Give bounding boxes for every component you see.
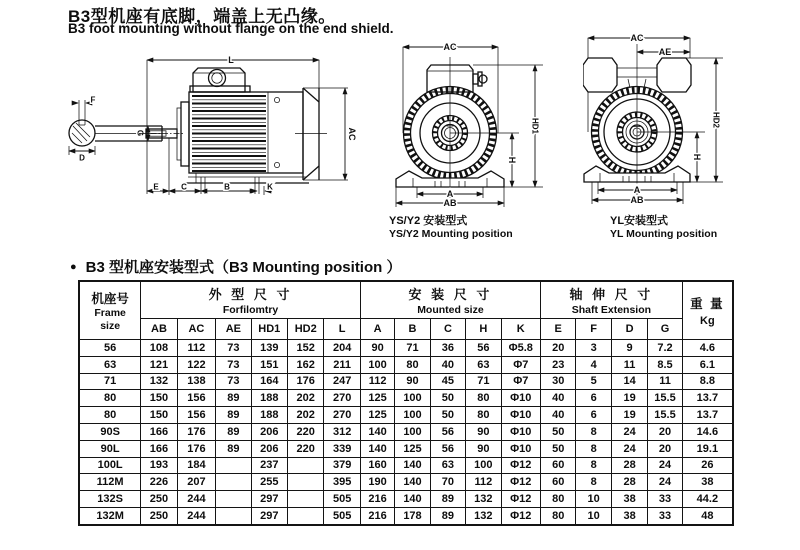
dim-label-F: F bbox=[90, 95, 96, 105]
dim-label-AC-side: AC bbox=[347, 127, 357, 141]
dim-cell: 70 bbox=[430, 474, 465, 491]
dim-cell: 244 bbox=[177, 491, 215, 508]
dim-cell: 80 bbox=[541, 491, 576, 508]
col-header-D: D bbox=[611, 319, 647, 340]
col-header-AB: AB bbox=[141, 319, 177, 340]
dim-cell: 23 bbox=[541, 356, 576, 373]
dim-label-K: K bbox=[267, 182, 273, 192]
yl-caption-en: YL Mounting position bbox=[610, 228, 718, 240]
section-bullet-icon: ● bbox=[70, 260, 77, 273]
dim-cell: 30 bbox=[541, 373, 576, 390]
page-title-en: B3 foot mounting without flange on the end shield. bbox=[68, 21, 394, 36]
fan-cowl bbox=[295, 60, 348, 180]
dim-cell: 38 bbox=[611, 491, 647, 508]
dim-cell: 60 bbox=[541, 457, 576, 474]
dim-cell: 270 bbox=[324, 407, 360, 424]
weight-cell: 4.6 bbox=[682, 340, 733, 357]
dim-cell: 38 bbox=[611, 507, 647, 524]
ys-caption-en: YS/Y2 Mounting position bbox=[389, 228, 513, 240]
dim-label-AC-ys: AC bbox=[443, 42, 457, 52]
dim-cell: 166 bbox=[141, 423, 177, 440]
yl-front-drawing bbox=[583, 30, 765, 212]
dim-cell: 100 bbox=[360, 356, 394, 373]
dim-cell: 184 bbox=[177, 457, 215, 474]
table-row bbox=[79, 440, 733, 457]
dim-cell: 216 bbox=[360, 491, 394, 508]
table-row bbox=[79, 340, 733, 357]
col-letter-row bbox=[79, 319, 733, 340]
dim-cell: 156 bbox=[177, 407, 215, 424]
dim-cell: 40 bbox=[541, 407, 576, 424]
dim-cell: 112 bbox=[177, 340, 215, 357]
dim-cell: 90 bbox=[466, 423, 501, 440]
group-outline-zh: 外 型 尺 寸 bbox=[208, 287, 293, 302]
dim-cell: Φ10 bbox=[501, 423, 540, 440]
dim-cell: 89 bbox=[216, 407, 251, 424]
dim-cell: 6 bbox=[576, 390, 611, 407]
frame-size-cell: 90L bbox=[79, 440, 141, 457]
dim-cell: 112 bbox=[360, 373, 394, 390]
weight-cell: 38 bbox=[682, 474, 733, 491]
dim-cell: 211 bbox=[324, 356, 360, 373]
group-shaft-zh: 轴 伸 尺 寸 bbox=[569, 287, 654, 302]
weight-cell: 13.7 bbox=[682, 407, 733, 424]
dim-cell: 71 bbox=[395, 340, 430, 357]
dim-cell: 11 bbox=[648, 373, 682, 390]
col-header-AE: AE bbox=[216, 319, 251, 340]
dim-cell: 100 bbox=[395, 423, 430, 440]
yl-motor-front bbox=[583, 33, 723, 205]
dim-cell: 19 bbox=[611, 390, 647, 407]
dim-cell: 73 bbox=[216, 373, 251, 390]
dim-cell: 220 bbox=[288, 423, 324, 440]
table-row bbox=[79, 457, 733, 474]
dim-cell: 100 bbox=[395, 390, 430, 407]
dim-label-AB-yl: AB bbox=[630, 195, 644, 205]
dim-cell: 505 bbox=[324, 507, 360, 524]
col-header-B: B bbox=[395, 319, 430, 340]
dim-cell: 7.2 bbox=[648, 340, 682, 357]
cable-gland bbox=[479, 75, 487, 83]
dim-cell: 33 bbox=[648, 491, 682, 508]
dim-cell: 60 bbox=[541, 474, 576, 491]
weight-cell: 13.7 bbox=[682, 390, 733, 407]
col-header-G: G bbox=[648, 319, 682, 340]
dim-cell: 8 bbox=[576, 457, 611, 474]
dim-cell: 152 bbox=[288, 340, 324, 357]
dim-label-C: C bbox=[181, 182, 187, 192]
dim-cell: 56 bbox=[430, 440, 465, 457]
col-header-E: E bbox=[541, 319, 576, 340]
table-body bbox=[79, 340, 733, 525]
dim-cell: 220 bbox=[288, 440, 324, 457]
frame-header-en1: Frame bbox=[94, 307, 126, 320]
dim-cell: 190 bbox=[360, 474, 394, 491]
col-header-H: H bbox=[466, 319, 501, 340]
dim-cell: 206 bbox=[251, 440, 287, 457]
dim-cell: 8.5 bbox=[648, 356, 682, 373]
dim-cell bbox=[288, 491, 324, 508]
group-mounted-zh: 安 装 尺 寸 bbox=[408, 287, 493, 302]
table-row bbox=[79, 507, 733, 524]
group-shaft-en: Shaft Extension bbox=[571, 304, 652, 316]
weight-cell: 48 bbox=[682, 507, 733, 524]
dim-cell: 164 bbox=[251, 373, 287, 390]
dim-cell: 207 bbox=[177, 474, 215, 491]
dim-cell: 112 bbox=[466, 474, 501, 491]
dim-cell: 297 bbox=[251, 507, 287, 524]
dim-cell: 14 bbox=[611, 373, 647, 390]
dim-label-AE: AE bbox=[658, 47, 672, 57]
dim-cell: 176 bbox=[288, 373, 324, 390]
dim-cell: 150 bbox=[141, 390, 177, 407]
dim-cell: 121 bbox=[141, 356, 177, 373]
dim-cell: 193 bbox=[141, 457, 177, 474]
group-header-mounted bbox=[360, 281, 540, 319]
capacitor-right bbox=[657, 58, 691, 92]
group-mounted-en: Mounted size bbox=[417, 304, 484, 316]
dim-cell: 73 bbox=[216, 356, 251, 373]
dim-cell: 125 bbox=[395, 440, 430, 457]
dim-cell: 89 bbox=[216, 440, 251, 457]
dim-cell: 125 bbox=[360, 390, 394, 407]
dim-cell: 140 bbox=[395, 474, 430, 491]
dim-cell: 140 bbox=[360, 440, 394, 457]
table-row bbox=[79, 356, 733, 373]
dim-cell: 5 bbox=[576, 373, 611, 390]
dimension-table bbox=[78, 280, 734, 526]
dim-cell: 156 bbox=[177, 390, 215, 407]
dim-cell: 11 bbox=[611, 356, 647, 373]
dim-cell: 395 bbox=[324, 474, 360, 491]
table-row bbox=[79, 390, 733, 407]
dim-cell: 56 bbox=[430, 423, 465, 440]
dim-cell: Φ12 bbox=[501, 457, 540, 474]
frame-size-cell: 80 bbox=[79, 407, 141, 424]
col-header-K: K bbox=[501, 319, 540, 340]
dim-cell: 80 bbox=[466, 407, 501, 424]
dim-cell: 151 bbox=[251, 356, 287, 373]
weight-cell: 14.6 bbox=[682, 423, 733, 440]
dim-cell bbox=[216, 474, 251, 491]
dim-cell: 15.5 bbox=[648, 407, 682, 424]
table-row bbox=[79, 491, 733, 508]
dim-cell: 9 bbox=[611, 340, 647, 357]
section-title-text: B3 型机座安装型式（B3 Mounting position ） bbox=[85, 259, 402, 276]
dim-label-G: G bbox=[135, 129, 145, 137]
dim-cell: 176 bbox=[177, 423, 215, 440]
weight-header bbox=[682, 281, 733, 340]
dim-cell: 122 bbox=[177, 356, 215, 373]
col-header-AC: AC bbox=[177, 319, 215, 340]
col-header-C: C bbox=[430, 319, 465, 340]
dim-cell: 166 bbox=[141, 440, 177, 457]
ys-caption bbox=[389, 215, 513, 241]
dim-cell: 339 bbox=[324, 440, 360, 457]
dim-cell: 132 bbox=[466, 507, 501, 524]
section-title bbox=[70, 256, 401, 277]
dim-cell: 138 bbox=[177, 373, 215, 390]
end-shield bbox=[177, 102, 189, 166]
dim-cell: Φ10 bbox=[501, 390, 540, 407]
table-row bbox=[79, 423, 733, 440]
dim-cell: 188 bbox=[251, 407, 287, 424]
dim-cell: 20 bbox=[648, 423, 682, 440]
dim-cell: 100 bbox=[395, 407, 430, 424]
dim-cell: 150 bbox=[141, 407, 177, 424]
frame-size-cell: 71 bbox=[79, 373, 141, 390]
dim-cell: 188 bbox=[251, 390, 287, 407]
dim-cell: 140 bbox=[395, 457, 430, 474]
dim-cell: 90 bbox=[360, 340, 394, 357]
motor-body bbox=[189, 92, 303, 173]
dim-cell: 3 bbox=[576, 340, 611, 357]
group-outline-en: Forfilomtry bbox=[222, 304, 279, 316]
dim-cell: 8 bbox=[576, 440, 611, 457]
dim-label-HD2: HD2 bbox=[711, 111, 721, 129]
dim-label-D: D bbox=[79, 153, 85, 163]
ys-caption-zh: YS/Y2 安装型式 bbox=[389, 215, 468, 227]
dim-cell: 20 bbox=[648, 440, 682, 457]
table-row bbox=[79, 373, 733, 390]
frame-size-header bbox=[79, 281, 141, 340]
dim-cell: 204 bbox=[324, 340, 360, 357]
dim-label-B: B bbox=[224, 182, 230, 192]
dim-cell: 45 bbox=[430, 373, 465, 390]
frame-size-cell: 132S bbox=[79, 491, 141, 508]
frame-size-cell: 80 bbox=[79, 390, 141, 407]
col-header-L: L bbox=[324, 319, 360, 340]
dim-cell: 40 bbox=[430, 356, 465, 373]
dim-label-A-yl: A bbox=[633, 185, 641, 195]
dim-cell: 36 bbox=[430, 340, 465, 357]
dim-cell bbox=[288, 507, 324, 524]
dim-cell: 108 bbox=[141, 340, 177, 357]
dim-cell: 247 bbox=[324, 373, 360, 390]
frame-size-cell: 63 bbox=[79, 356, 141, 373]
col-header-HD2: HD2 bbox=[288, 319, 324, 340]
dim-label-L: L bbox=[228, 55, 234, 65]
dim-cell: 250 bbox=[141, 507, 177, 524]
dim-cell: 40 bbox=[541, 390, 576, 407]
dim-cell: 132 bbox=[141, 373, 177, 390]
group-header-shaft bbox=[541, 281, 683, 319]
frame-size-cell: 56 bbox=[79, 340, 141, 357]
dim-cell: 80 bbox=[541, 507, 576, 524]
dim-cell: Φ12 bbox=[501, 474, 540, 491]
yl-caption-zh: YL安装型式 bbox=[610, 215, 669, 227]
dim-cell: 100 bbox=[466, 457, 501, 474]
frame-size-cell: 132M bbox=[79, 507, 141, 524]
dim-label-A-ys: A bbox=[446, 189, 454, 199]
dim-cell: 80 bbox=[466, 390, 501, 407]
frame-size-cell: 100L bbox=[79, 457, 141, 474]
dim-cell: Φ12 bbox=[501, 491, 540, 508]
dim-cell: 216 bbox=[360, 507, 394, 524]
dim-cell: Φ5.8 bbox=[501, 340, 540, 357]
dim-cell: 139 bbox=[251, 340, 287, 357]
dim-label-H-ys: H bbox=[507, 156, 517, 164]
dim-cell: 56 bbox=[466, 340, 501, 357]
dim-cell: 125 bbox=[360, 407, 394, 424]
dim-cell: 6 bbox=[576, 407, 611, 424]
weight-cell: 44.2 bbox=[682, 491, 733, 508]
dim-cell: 505 bbox=[324, 491, 360, 508]
dim-cell: 50 bbox=[430, 407, 465, 424]
dim-label-AC-yl: AC bbox=[630, 33, 644, 43]
col-header-F: F bbox=[576, 319, 611, 340]
dim-cell: 20 bbox=[541, 340, 576, 357]
dim-cell: 63 bbox=[430, 457, 465, 474]
dim-cell: 160 bbox=[360, 457, 394, 474]
dim-cell: 4 bbox=[576, 356, 611, 373]
dim-cell: 10 bbox=[576, 507, 611, 524]
dim-label-H-yl: H bbox=[692, 153, 702, 161]
dim-cell: 90 bbox=[466, 440, 501, 457]
dim-cell: 24 bbox=[611, 440, 647, 457]
dim-cell: 8 bbox=[576, 423, 611, 440]
dim-cell: 19 bbox=[611, 407, 647, 424]
dim-cell bbox=[288, 457, 324, 474]
dim-cell: 244 bbox=[177, 507, 215, 524]
dim-cell: 89 bbox=[216, 423, 251, 440]
dim-cell: 71 bbox=[466, 373, 501, 390]
weight-cell: 6.1 bbox=[682, 356, 733, 373]
group-header-row bbox=[79, 281, 733, 319]
dim-cell: 89 bbox=[430, 491, 465, 508]
dim-cell: 255 bbox=[251, 474, 287, 491]
dim-cell: Φ7 bbox=[501, 373, 540, 390]
dim-cell: 270 bbox=[324, 390, 360, 407]
yl-caption bbox=[610, 215, 717, 241]
page-title-zh: B3型机座有底脚，端盖上无凸缘。 bbox=[68, 7, 336, 26]
motor-side-view bbox=[139, 55, 357, 195]
dim-cell: 226 bbox=[141, 474, 177, 491]
dim-cell: 33 bbox=[648, 507, 682, 524]
terminal-box bbox=[190, 68, 250, 92]
dim-cell: 28 bbox=[611, 474, 647, 491]
dim-cell: 202 bbox=[288, 390, 324, 407]
dim-cell: 80 bbox=[395, 356, 430, 373]
dim-cell: 250 bbox=[141, 491, 177, 508]
dim-label-AB-ys: AB bbox=[443, 198, 457, 208]
weight-cell: 26 bbox=[682, 457, 733, 474]
dim-cell: 8 bbox=[576, 474, 611, 491]
ys-front-drawing bbox=[383, 40, 551, 212]
weight-cell: 19.1 bbox=[682, 440, 733, 457]
terminal-box bbox=[427, 65, 487, 92]
dim-cell: 379 bbox=[324, 457, 360, 474]
dim-cell: 89 bbox=[430, 507, 465, 524]
frame-header-en2: size bbox=[100, 319, 121, 332]
dim-cell bbox=[216, 507, 251, 524]
weight-header-zh: 重 量 bbox=[690, 297, 725, 311]
col-header-HD1: HD1 bbox=[251, 319, 287, 340]
dim-cell: 28 bbox=[611, 457, 647, 474]
dim-cell: 237 bbox=[251, 457, 287, 474]
dim-cell: Φ7 bbox=[501, 356, 540, 373]
ys-motor-front bbox=[396, 42, 543, 208]
dim-cell: 140 bbox=[360, 423, 394, 440]
dim-cell: 202 bbox=[288, 407, 324, 424]
dim-cell: 312 bbox=[324, 423, 360, 440]
dim-cell: 50 bbox=[430, 390, 465, 407]
dim-cell: 140 bbox=[395, 491, 430, 508]
dim-cell: Φ10 bbox=[501, 407, 540, 424]
dim-cell: 297 bbox=[251, 491, 287, 508]
dim-cell bbox=[216, 491, 251, 508]
weight-header-en: Kg bbox=[700, 315, 715, 327]
capacitor-left bbox=[583, 58, 617, 92]
dim-label-HD1: HD1 bbox=[530, 117, 540, 135]
col-header-A: A bbox=[360, 319, 394, 340]
table-row bbox=[79, 474, 733, 491]
frame-size-cell: 112M bbox=[79, 474, 141, 491]
dim-cell: 63 bbox=[466, 356, 501, 373]
dim-cell: 24 bbox=[611, 423, 647, 440]
dim-cell: 206 bbox=[251, 423, 287, 440]
table-row bbox=[79, 407, 733, 424]
dim-cell: 178 bbox=[395, 507, 430, 524]
dim-cell: 24 bbox=[648, 474, 682, 491]
dim-cell: 24 bbox=[648, 457, 682, 474]
side-view-drawing bbox=[55, 42, 360, 220]
dim-cell: 89 bbox=[216, 390, 251, 407]
frame-header-zh: 机座号 bbox=[91, 292, 129, 307]
dim-cell: 50 bbox=[541, 423, 576, 440]
dim-cell bbox=[216, 457, 251, 474]
dim-cell: 162 bbox=[288, 356, 324, 373]
dim-label-E: E bbox=[153, 182, 159, 192]
dim-cell: 90 bbox=[395, 373, 430, 390]
dim-cell: 50 bbox=[541, 440, 576, 457]
dim-cell: Φ12 bbox=[501, 507, 540, 524]
dim-cell: 15.5 bbox=[648, 390, 682, 407]
group-header-outline bbox=[141, 281, 361, 319]
dim-cell: 73 bbox=[216, 340, 251, 357]
weight-cell: 8.8 bbox=[682, 373, 733, 390]
dim-cell bbox=[288, 474, 324, 491]
bottom-dimensions bbox=[147, 138, 273, 195]
dim-cell: Φ10 bbox=[501, 440, 540, 457]
dim-cell: 176 bbox=[177, 440, 215, 457]
frame-size-cell: 90S bbox=[79, 423, 141, 440]
dim-cell: 10 bbox=[576, 491, 611, 508]
dim-cell: 132 bbox=[466, 491, 501, 508]
